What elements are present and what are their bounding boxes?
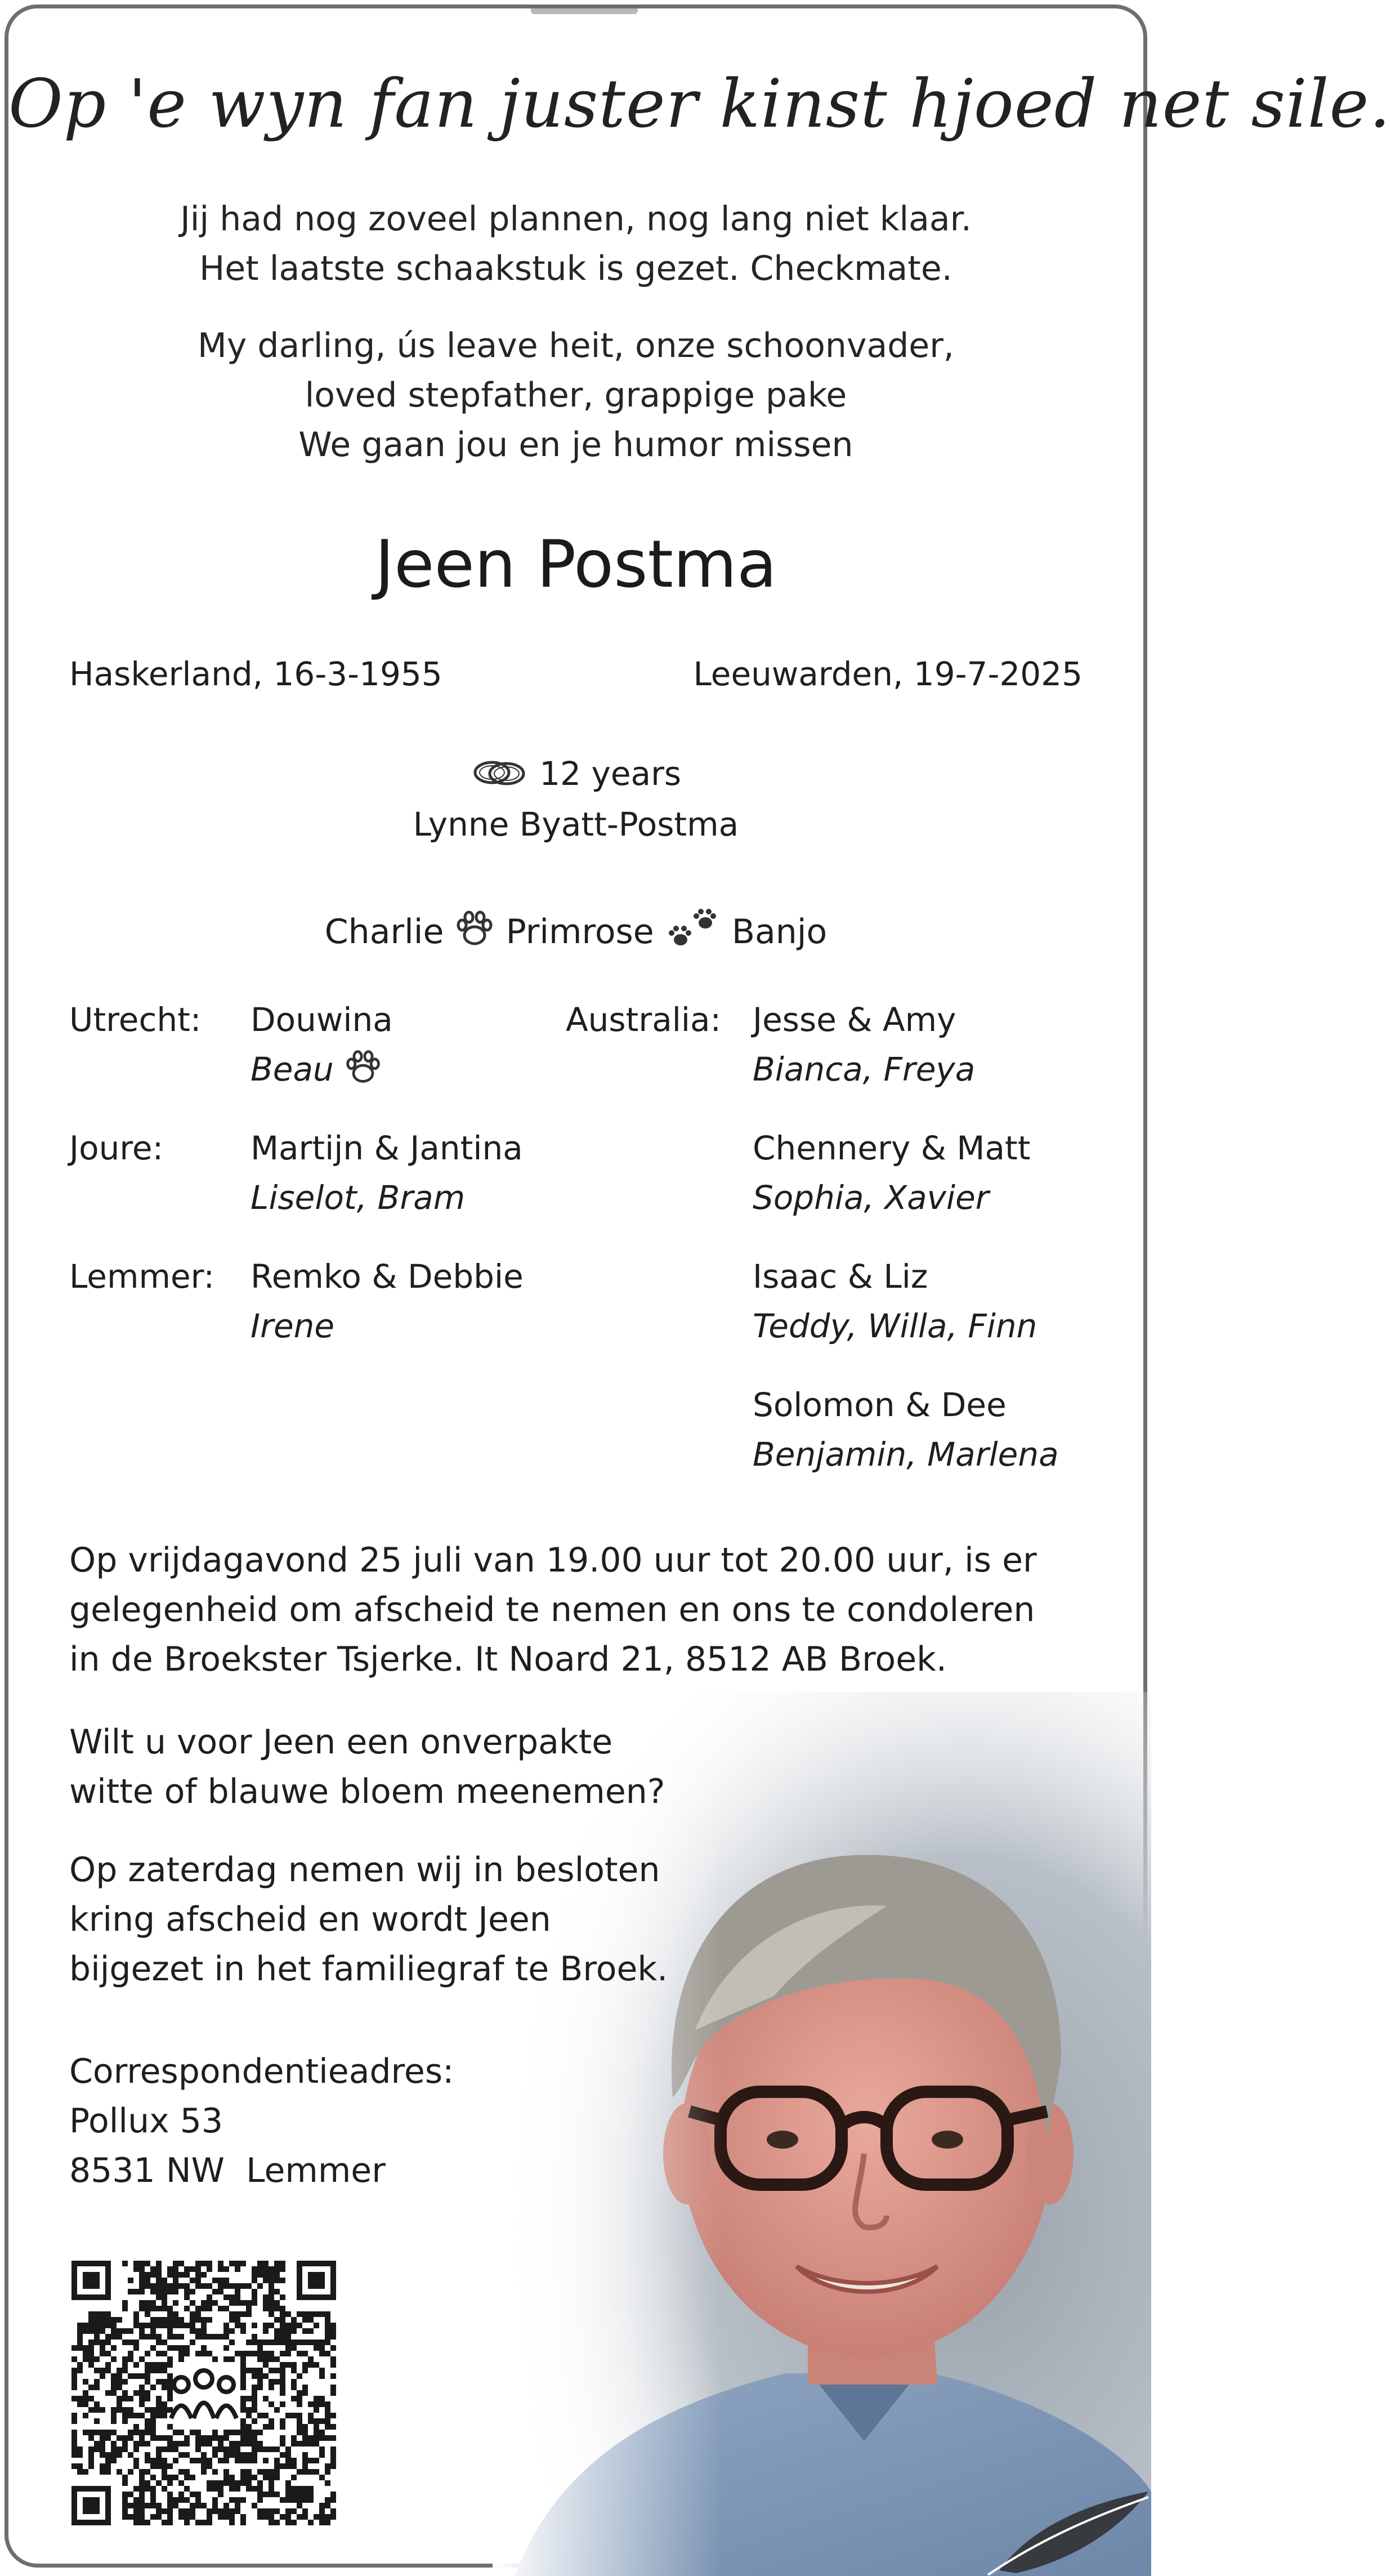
paw-outline-icon	[344, 1048, 382, 1086]
family-entry	[753, 1252, 1037, 1351]
family-entry	[753, 1380, 1059, 1479]
pets-line	[8, 905, 1143, 952]
family-place: Australia:	[566, 1001, 722, 1039]
address-label: Correspondentieadres:	[69, 2052, 454, 2091]
verse-1	[8, 194, 1143, 293]
portrait-photo	[493, 1692, 1151, 2576]
top-tab	[531, 8, 638, 14]
pet-name: Charlie	[324, 912, 444, 952]
family-names: Chennery & Matt	[753, 1129, 1031, 1167]
memorial-card	[5, 5, 1391, 2568]
family-children: Liselot, Bram	[251, 1178, 466, 1217]
family-names: Isaac & Liz	[753, 1257, 928, 1296]
correspondence-address	[69, 2047, 454, 2195]
verse-line: Het laatste schaakstuk is gezet. Checkmate.	[199, 249, 952, 288]
family-children: Irene	[251, 1307, 335, 1345]
ceremony-text	[69, 1535, 1099, 1684]
pet-name: Banjo	[731, 912, 828, 952]
family-place: Utrecht:	[69, 1001, 202, 1039]
verse-line: My darling, ús leave heit, onze schoonvader,	[198, 326, 954, 365]
marriage-years	[8, 755, 1143, 793]
burial-line: bijgezet in het familiegraf te Broek.	[69, 1949, 668, 1989]
family-children: Teddy, Willa, Finn	[753, 1307, 1037, 1345]
children-text: Beau	[251, 1050, 334, 1088]
family-entry	[753, 1123, 1030, 1222]
pet-name: Primrose	[506, 912, 654, 952]
flower-request	[69, 1717, 665, 1816]
wedding-rings-icon	[471, 755, 529, 789]
spouse-name: Lynne Byatt-Postma	[413, 805, 739, 843]
family-entry	[251, 995, 393, 1094]
family-names: Jesse & Amy	[753, 1001, 956, 1039]
flower-line: Wilt u voor Jeen een onverpakte	[69, 1722, 613, 1762]
address-street: Pollux 53	[69, 2101, 223, 2141]
family-names: Solomon & Dee	[753, 1386, 1007, 1424]
deceased-name: Jeen Postma	[374, 526, 777, 602]
burial-text	[69, 1845, 668, 1994]
burial-line: kring afscheid en wordt Jeen	[69, 1900, 551, 1939]
verse-2	[8, 321, 1143, 470]
family-children: Bianca, Freya	[753, 1050, 976, 1088]
ceremony-line: in de Broekster Tsjerke. It Noard 21, 8512 AB Broek.	[69, 1640, 947, 1679]
burial-line: Op zaterdag nemen wij in besloten	[69, 1850, 660, 1890]
verse-line: We gaan jou en je humor missen	[298, 425, 853, 465]
flower-line: witte of blauwe bloem meenemen?	[69, 1772, 665, 1811]
family-place: Lemmer:	[69, 1257, 215, 1296]
qr-code-icon[interactable]	[71, 2261, 336, 2525]
family-entry	[251, 1123, 523, 1222]
family-entry	[753, 995, 975, 1094]
years-text: 12 years	[539, 755, 682, 793]
ceremony-line: Op vrijdagavond 25 juli van 19.00 uur tot 20.00 uur, is er	[69, 1541, 1037, 1580]
verse-line: Jij had nog zoveel plannen, nog lang niet klaar.	[180, 199, 972, 239]
paw-prints-icon	[665, 905, 721, 950]
birth-info: Haskerland, 16-3-1955	[69, 655, 442, 693]
family-children	[251, 1044, 393, 1094]
family-place: Joure:	[69, 1129, 164, 1167]
motto: Op 'e wyn fan juster kinst hjoed net sile.	[8, 65, 1391, 142]
address-city: 8531 NW Lemmer	[69, 2151, 386, 2190]
family-names: Remko & Debbie	[251, 1257, 524, 1296]
verse-line: loved stepfather, grappige pake	[305, 376, 847, 415]
ceremony-line: gelegenheid om afscheid te nemen en ons te condoleren	[69, 1590, 1035, 1629]
family-names: Douwina	[251, 1001, 393, 1039]
family-children: Benjamin, Marlena	[753, 1435, 1059, 1474]
family-entry	[251, 1252, 524, 1351]
family-children: Sophia, Xavier	[753, 1178, 989, 1217]
death-info: Leeuwarden, 19-7-2025	[693, 655, 1083, 693]
paw-outline-icon	[454, 908, 495, 949]
family-names: Martijn & Jantina	[251, 1129, 523, 1167]
